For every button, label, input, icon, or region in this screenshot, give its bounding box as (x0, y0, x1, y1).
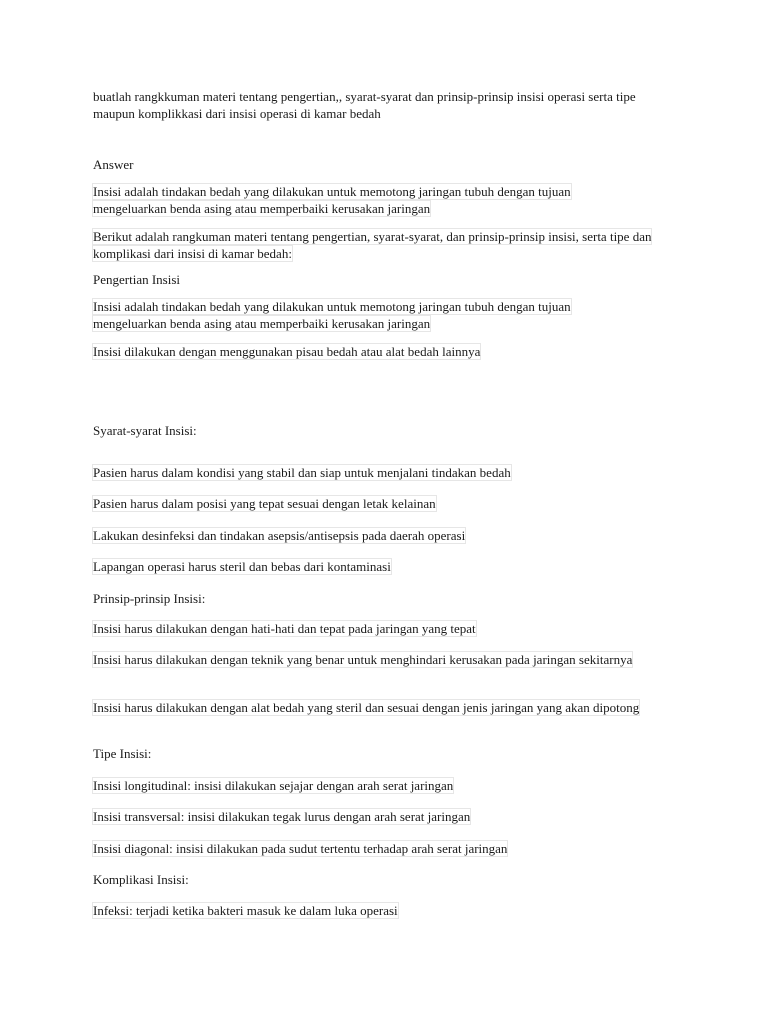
syarat-item-text: Pasien harus dalam kondisi yang stabil dan siap untuk menjalani tindakan bedah (93, 465, 511, 480)
komplikasi-item (93, 902, 693, 919)
prinsip-item (93, 699, 653, 716)
pengertian-paragraph-2 (93, 343, 673, 360)
answer-paragraph-intro-text: Berikut adalah rangkuman materi tentang pengertian, syarat-syarat, dan prinsip-prinsip insisi, serta tipe dan komplikasi dari insisi di kamar bedah: (93, 229, 652, 261)
answer-label: Answer (93, 157, 134, 172)
tipe-item-text: Insisi diagonal: insisi dilakukan pada sudut tertentu terhadap arah serat jaringan (93, 841, 508, 856)
question-text: buatlah rangkkuman materi tentang pengertian,, syarat-syarat dan prinsip-prinsip insisi operasi serta tipe maupun komplikkasi dari insisi operasi di kamar bedah (93, 89, 636, 121)
pengertian-paragraph-1 (93, 298, 633, 332)
komplikasi-item-text: Infeksi: terjadi ketika bakteri masuk ke dalam luka operasi (93, 903, 398, 918)
heading-tipe: Tipe Insisi: (93, 746, 152, 761)
heading-syarat: Syarat-syarat Insisi: (93, 423, 197, 438)
prinsip-item (93, 620, 693, 637)
heading-prinsip: Prinsip-prinsip Insisi: (93, 591, 206, 606)
pengertian-paragraph-2-text: Insisi dilakukan dengan menggunakan pisau bedah atau alat bedah lainnya (93, 344, 481, 359)
tipe-item-text: Insisi longitudinal: insisi dilakukan sejajar dengan arah serat jaringan (93, 778, 454, 793)
syarat-item (93, 464, 693, 481)
tipe-item (93, 777, 693, 794)
syarat-item-text: Lakukan desinfeksi dan tindakan asepsis/antisepsis pada daerah operasi (93, 528, 466, 543)
prinsip-item (93, 651, 638, 668)
syarat-item-text: Lapangan operasi harus steril dan bebas dari kontaminasi (93, 559, 391, 574)
syarat-item-text: Pasien harus dalam posisi yang tepat sesuai dengan letak kelainan (93, 496, 436, 511)
prinsip-item-text: Insisi harus dilakukan dengan hati-hati dan tepat pada jaringan yang tepat (93, 621, 476, 636)
answer-paragraph-intro (93, 228, 673, 262)
answer-paragraph-definition (93, 183, 633, 217)
syarat-item (93, 495, 693, 512)
prinsip-item-text: Insisi harus dilakukan dengan alat bedah yang steril dan sesuai dengan jenis jaringan yang akan dipotong (93, 700, 640, 715)
pengertian-paragraph-1-text: Insisi adalah tindakan bedah yang dilakukan untuk memotong jaringan tubuh dengan tujuan mengeluarkan benda asing atau memperbaiki kerusakan jaringan (93, 299, 571, 331)
tipe-item-text: Insisi transversal: insisi dilakukan tegak lurus dengan arah serat jaringan (93, 809, 471, 824)
syarat-item (93, 527, 693, 544)
heading-komplikasi: Komplikasi Insisi: (93, 872, 189, 887)
prinsip-item-text: Insisi harus dilakukan dengan teknik yang benar untuk menghindari kerusakan pada jaringan sekitarnya (93, 652, 633, 667)
heading-pengertian: Pengertian Insisi (93, 272, 181, 287)
answer-paragraph-definition-text: Insisi adalah tindakan bedah yang dilakukan untuk memotong jaringan tubuh dengan tujuan mengeluarkan benda asing atau memperbaiki kerusakan jaringan (93, 184, 571, 216)
syarat-item (93, 558, 693, 575)
tipe-item (93, 808, 693, 825)
tipe-item (93, 840, 693, 857)
